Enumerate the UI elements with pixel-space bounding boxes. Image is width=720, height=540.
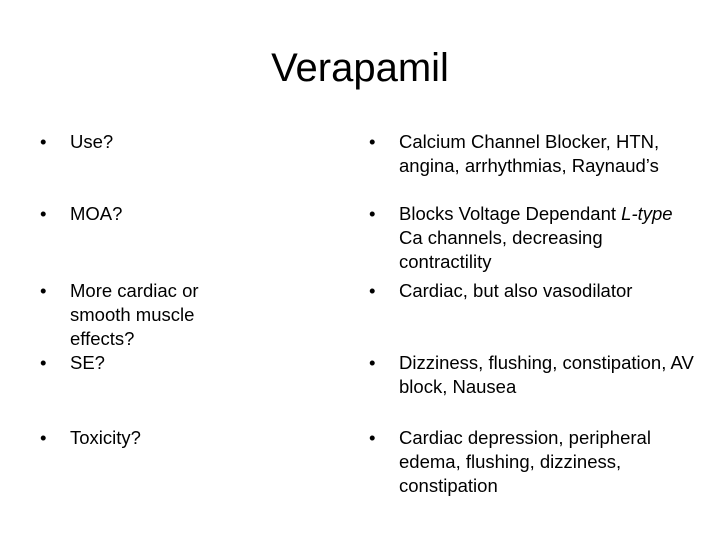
- answer-text: Cardiac, but also vasodilator: [399, 280, 633, 301]
- question-text: MOA?: [70, 203, 123, 224]
- question-text: SE?: [70, 352, 105, 373]
- question-cardiac-vs-smooth-muscle: [40, 279, 260, 351]
- question-text: Use?: [70, 131, 114, 152]
- bullet-icon: •: [40, 203, 47, 224]
- question-text: Toxicity?: [70, 427, 141, 448]
- bullet-icon: •: [369, 131, 376, 152]
- answer-use: [369, 130, 699, 178]
- answer-toxicity: [369, 426, 699, 498]
- answer-text: Calcium Channel Blocker, HTN, angina, arrhythmias, Raynaud’s: [399, 131, 660, 176]
- bullet-icon: •: [40, 427, 47, 448]
- answer-moa: [369, 202, 699, 274]
- answer-italic-text: L-type: [621, 203, 673, 224]
- bullet-icon: •: [369, 427, 376, 448]
- question-use: [40, 130, 260, 154]
- slide-title: Verapamil: [271, 46, 449, 90]
- answer-cardiac-vs-smooth-muscle: [369, 279, 699, 303]
- answer-text: Dizziness, flushing, constipation, AV block, Nausea: [399, 352, 694, 397]
- bullet-icon: •: [369, 352, 376, 373]
- question-toxicity: [40, 426, 260, 450]
- bullet-icon: •: [40, 131, 47, 152]
- question-moa: [40, 202, 260, 226]
- answer-side-effects: [369, 351, 699, 399]
- bullet-icon: •: [40, 352, 47, 373]
- question-text: More cardiac or smooth muscle effects?: [70, 280, 199, 349]
- answer-text-before: Blocks Voltage Dependant: [399, 203, 622, 224]
- bullet-icon: •: [40, 280, 47, 301]
- bullet-icon: •: [369, 203, 376, 224]
- answer-text-after: Ca channels, decreasing contractility: [399, 227, 603, 272]
- question-side-effects: [40, 351, 260, 375]
- answer-text: Cardiac depression, peripheral edema, flushing, dizziness, constipation: [399, 427, 651, 496]
- bullet-icon: •: [369, 280, 376, 301]
